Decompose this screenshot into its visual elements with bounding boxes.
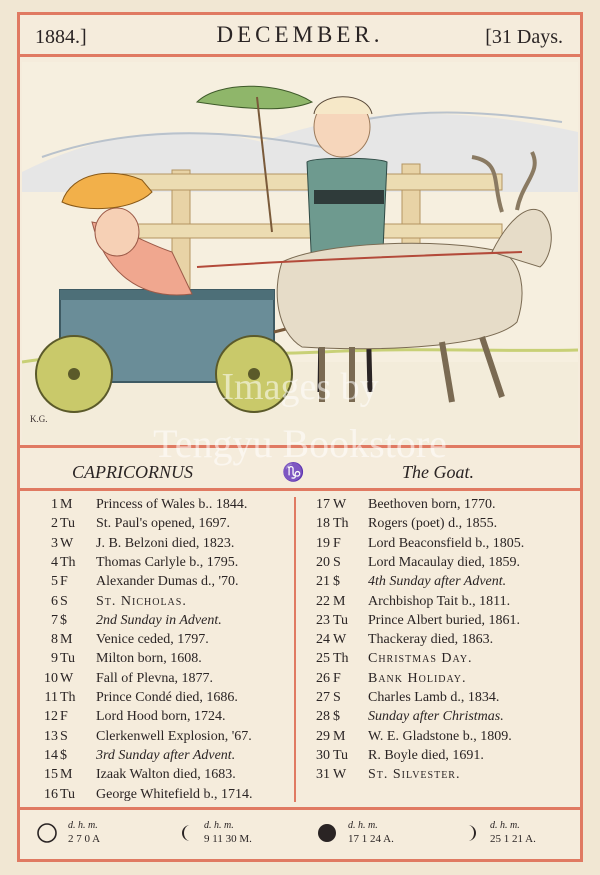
calendar-row — [34, 632, 292, 651]
calendar-row — [34, 690, 292, 709]
event-text: Christmas Day. — [368, 651, 473, 667]
weekday: F — [60, 574, 68, 590]
weekday: Th — [333, 516, 349, 532]
event-text: R. Boyle died, 1691. — [368, 747, 484, 763]
calendar-row — [34, 555, 292, 574]
weekday: S — [333, 690, 341, 705]
day-number: 3 — [51, 535, 58, 551]
day-number: 13 — [44, 728, 58, 744]
day-number: 29 — [316, 728, 330, 744]
artist-signature: K.G. — [30, 414, 48, 424]
calendar-row — [34, 594, 292, 613]
weekday: F — [333, 535, 341, 551]
day-number: 4 — [51, 554, 58, 570]
calendar-row — [34, 787, 292, 806]
day-number: 11 — [44, 690, 58, 705]
weekday: S — [333, 554, 341, 570]
calendar-row — [34, 671, 292, 690]
event-text: 4th Sunday after Advent. — [368, 574, 507, 590]
day-number: 10 — [44, 670, 58, 686]
weekday: M — [333, 593, 346, 609]
zodiac-name: CAPRICORNUS — [72, 462, 193, 482]
weekday: S — [60, 593, 68, 609]
event-text: Alexander Dumas d., '70. — [96, 574, 239, 590]
calendar-row — [306, 497, 564, 516]
day-number: 6 — [51, 593, 58, 609]
moon-value: 25 1 21 A. — [490, 833, 536, 845]
weekday: Tu — [60, 786, 76, 802]
capricorn-icon: ♑ — [282, 462, 305, 482]
calendar-row — [306, 574, 564, 593]
weekday: M — [60, 632, 73, 648]
weekday: Tu — [333, 612, 349, 628]
day-number: 28 — [316, 709, 330, 725]
last-quarter-icon — [176, 822, 198, 844]
day-number: 23 — [316, 612, 330, 628]
event-text: 2nd Sunday in Advent. — [96, 612, 222, 628]
moon-label: d. h. m. — [204, 820, 234, 831]
day-number: 2 — [51, 516, 58, 532]
event-text: Princess of Wales b.. 1844. — [96, 497, 248, 512]
event-text: Charles Lamb d., 1834. — [368, 690, 500, 705]
event-text: Venice ceded, 1797. — [96, 632, 209, 648]
event-text: Milton born, 1608. — [96, 651, 202, 667]
day-number: 25 — [316, 651, 330, 667]
weekday: M — [60, 767, 73, 783]
calendar-row — [306, 767, 564, 786]
event-text: Sunday after Christmas. — [368, 709, 504, 725]
calendar-row — [34, 516, 292, 535]
header-rule — [17, 54, 583, 57]
zodiac-bar — [20, 454, 580, 488]
event-text: Prince Condé died, 1686. — [96, 690, 238, 705]
weekday: W — [333, 632, 347, 648]
event-text: Lord Macaulay died, 1859. — [368, 554, 521, 570]
day-number: 1 — [51, 497, 58, 512]
weekday: Th — [333, 651, 349, 667]
moon-phase-new — [316, 816, 446, 854]
weekday: M — [333, 728, 346, 744]
day-number: 14 — [44, 747, 58, 763]
zodiac-meaning: The Goat. — [402, 462, 474, 482]
calendar-row — [306, 690, 564, 709]
event-text: Rogers (poet) d., 1855. — [368, 516, 498, 532]
event-text: St. Paul's opened, 1697. — [96, 516, 230, 532]
day-number: 31 — [316, 767, 330, 783]
weekday: W — [333, 767, 347, 783]
event-text: St. Silvester. — [368, 767, 461, 783]
goat-cart-illustration — [22, 62, 578, 443]
weekday: S — [60, 728, 68, 744]
weekday: $ — [60, 747, 67, 763]
event-text: Bank Holiday. — [368, 670, 467, 686]
days-count: [31 Days. — [485, 26, 563, 48]
day-number: 5 — [51, 574, 58, 590]
event-text: Prince Albert buried, 1861. — [368, 612, 521, 628]
day-number: 15 — [44, 767, 58, 783]
day-number: 16 — [44, 786, 58, 802]
calendar-row — [34, 613, 292, 632]
day-number: 21 — [316, 574, 330, 590]
calendar-table — [34, 497, 574, 807]
calendar-row — [306, 555, 564, 574]
moon-value: 17 1 24 A. — [348, 833, 394, 845]
month-title: DECEMBER. — [216, 22, 384, 47]
day-number: 26 — [316, 670, 330, 686]
moon-phases — [20, 816, 580, 854]
weekday: M — [60, 497, 73, 512]
weekday: W — [60, 670, 74, 686]
day-number: 19 — [316, 535, 330, 551]
day-number: 30 — [316, 747, 330, 763]
weekday: F — [333, 670, 341, 686]
calendar-row — [306, 594, 564, 613]
moon-rule — [17, 807, 583, 810]
weekday: Th — [60, 554, 76, 570]
calendar-row — [34, 651, 292, 670]
weekday: $ — [333, 574, 340, 590]
event-text: Izaak Walton died, 1683. — [96, 767, 236, 783]
weekday: W — [60, 535, 74, 551]
event-text: Lord Beaconsfield b., 1805. — [368, 535, 525, 551]
day-number: 22 — [316, 593, 330, 609]
day-number: 12 — [44, 709, 58, 725]
calendar-row — [34, 497, 292, 516]
zodiac-rule — [17, 488, 583, 491]
day-number: 20 — [316, 554, 330, 570]
illustration-rule — [17, 445, 583, 448]
new-moon-icon — [316, 822, 338, 844]
illustration — [22, 62, 578, 443]
year-label: 1884.] — [35, 26, 87, 48]
event-text: Thackeray died, 1863. — [368, 632, 494, 648]
event-text: George Whitefield b., 1714. — [96, 786, 253, 802]
moon-phase-last-quarter — [176, 816, 306, 854]
calendar-row — [306, 729, 564, 748]
calendar-row — [34, 574, 292, 593]
moon-value: 2 7 0 A — [68, 833, 101, 845]
weekday: $ — [333, 709, 340, 725]
calendar-row — [306, 613, 564, 632]
moon-phase-first-quarter — [460, 816, 580, 854]
day-number: 24 — [316, 632, 330, 648]
weekday: W — [333, 497, 347, 512]
event-text: St. Nicholas. — [96, 593, 187, 609]
event-text: 3rd Sunday after Advent. — [96, 747, 236, 763]
event-text: J. B. Belzoni died, 1823. — [96, 535, 235, 551]
event-text: Clerkenwell Explosion, '67. — [96, 728, 252, 744]
calendar-row — [34, 729, 292, 748]
full-moon-icon — [36, 822, 58, 844]
calendar-row — [306, 709, 564, 728]
month-header — [17, 12, 583, 59]
day-number: 27 — [316, 690, 330, 705]
day-number: 8 — [51, 632, 58, 648]
event-text: Beethoven born, 1770. — [368, 497, 496, 512]
calendar-row — [306, 651, 564, 670]
weekday: $ — [60, 612, 67, 628]
watermark-line1: Images by — [221, 366, 379, 408]
calendar-row — [34, 748, 292, 767]
moon-label: d. h. m. — [68, 820, 98, 831]
weekday: Tu — [60, 651, 76, 667]
calendar-row — [34, 767, 292, 786]
day-number: 7 — [51, 612, 58, 628]
moon-value: 9 11 30 M. — [204, 833, 252, 845]
moon-label: d. h. m. — [490, 820, 520, 831]
event-text: Archbishop Tait b., 1811. — [368, 593, 511, 609]
event-text: Lord Hood born, 1724. — [96, 709, 226, 725]
calendar-row — [306, 536, 564, 555]
moon-phase-full — [36, 816, 156, 854]
weekday: Th — [60, 690, 76, 705]
calendar-row — [34, 709, 292, 728]
calendar-row — [306, 748, 564, 767]
event-text: Fall of Plevna, 1877. — [96, 670, 214, 686]
moon-label: d. h. m. — [348, 820, 378, 831]
event-text: Thomas Carlyle b., 1795. — [96, 554, 239, 570]
calendar-row — [306, 516, 564, 535]
column-divider — [294, 497, 296, 802]
day-number: 18 — [316, 516, 330, 532]
calendar-row — [34, 536, 292, 555]
weekday: F — [60, 709, 68, 725]
day-number: 9 — [51, 651, 58, 667]
day-number: 17 — [316, 497, 330, 512]
event-text: W. E. Gladstone b., 1809. — [368, 728, 512, 744]
first-quarter-icon — [460, 822, 482, 844]
watermark-line2: Tengyu Bookstore — [153, 421, 447, 466]
weekday: Tu — [60, 516, 76, 532]
weekday: Tu — [333, 747, 349, 763]
calendar-row — [306, 632, 564, 651]
calendar-row — [306, 671, 564, 690]
